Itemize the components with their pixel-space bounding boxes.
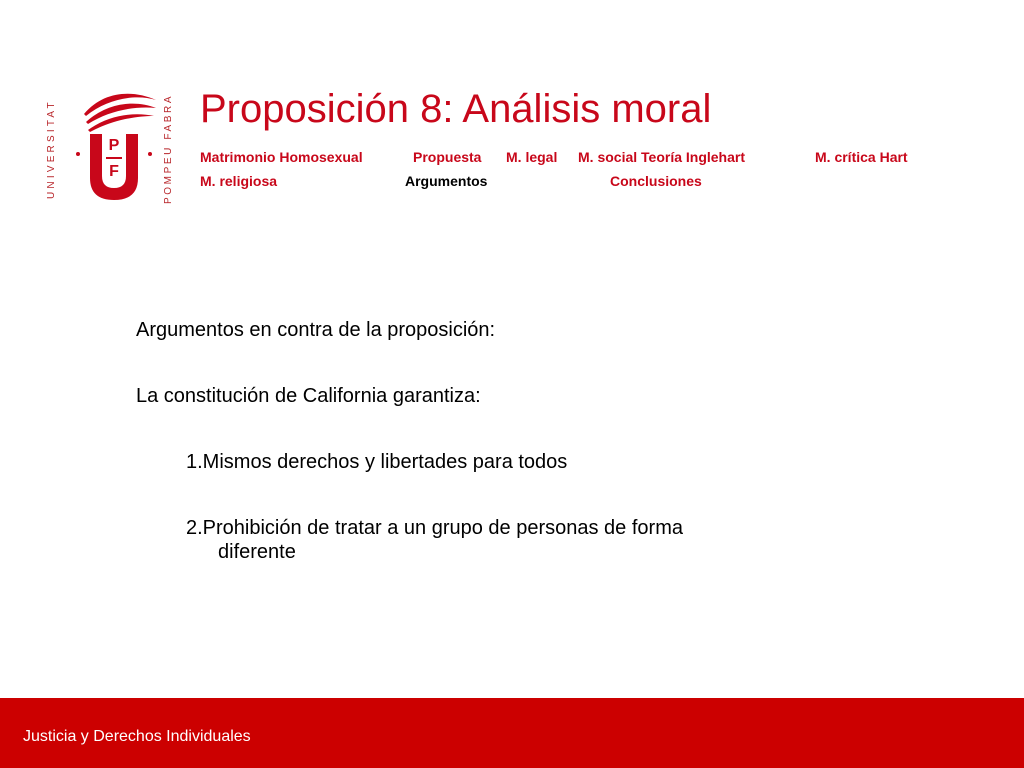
logo-letter-p: P (108, 137, 120, 154)
list-item-1: 1.Mismos derechos y libertades para todos (186, 451, 568, 473)
nav-link-m-social-inglehart[interactable]: M. social Teoría Inglehart (578, 149, 746, 165)
nav-link-m-legal[interactable]: M. legal (506, 149, 558, 165)
nav-link-propuesta[interactable]: Propuesta (413, 149, 482, 165)
logo-text-universitat: UNIVERSITAT (46, 99, 57, 199)
slide-navigation (200, 149, 960, 197)
slide-body (136, 318, 856, 564)
list-item-2-line2: diferente (218, 541, 296, 563)
nav-link-conclusiones[interactable]: Conclusiones (610, 173, 702, 189)
slide-title: Proposición 8: Análisis moral (200, 87, 712, 131)
nav-link-m-religiosa[interactable]: M. religiosa (200, 173, 278, 189)
footer-text: Justicia y Derechos Individuales (23, 728, 251, 745)
content-heading: Argumentos en contra de la proposición: (136, 319, 496, 341)
logo-text-pompeu-fabra: POMPEU FABRA (163, 93, 174, 205)
list-item-2 (136, 516, 856, 564)
nav-link-m-critica-hart[interactable]: M. crítica Hart (815, 149, 908, 165)
nav-link-argumentos[interactable]: Argumentos (405, 173, 488, 189)
logo-letter-f: F (109, 163, 119, 180)
content-intro: La constitución de California garantiza: (136, 385, 481, 407)
footer-bar (0, 698, 1024, 768)
nav-link-matrimonio-homosexual[interactable]: Matrimonio Homosexual (200, 149, 363, 165)
list-item-2-line1: 2.Prohibición de tratar a un grupo de personas de forma (186, 517, 683, 539)
